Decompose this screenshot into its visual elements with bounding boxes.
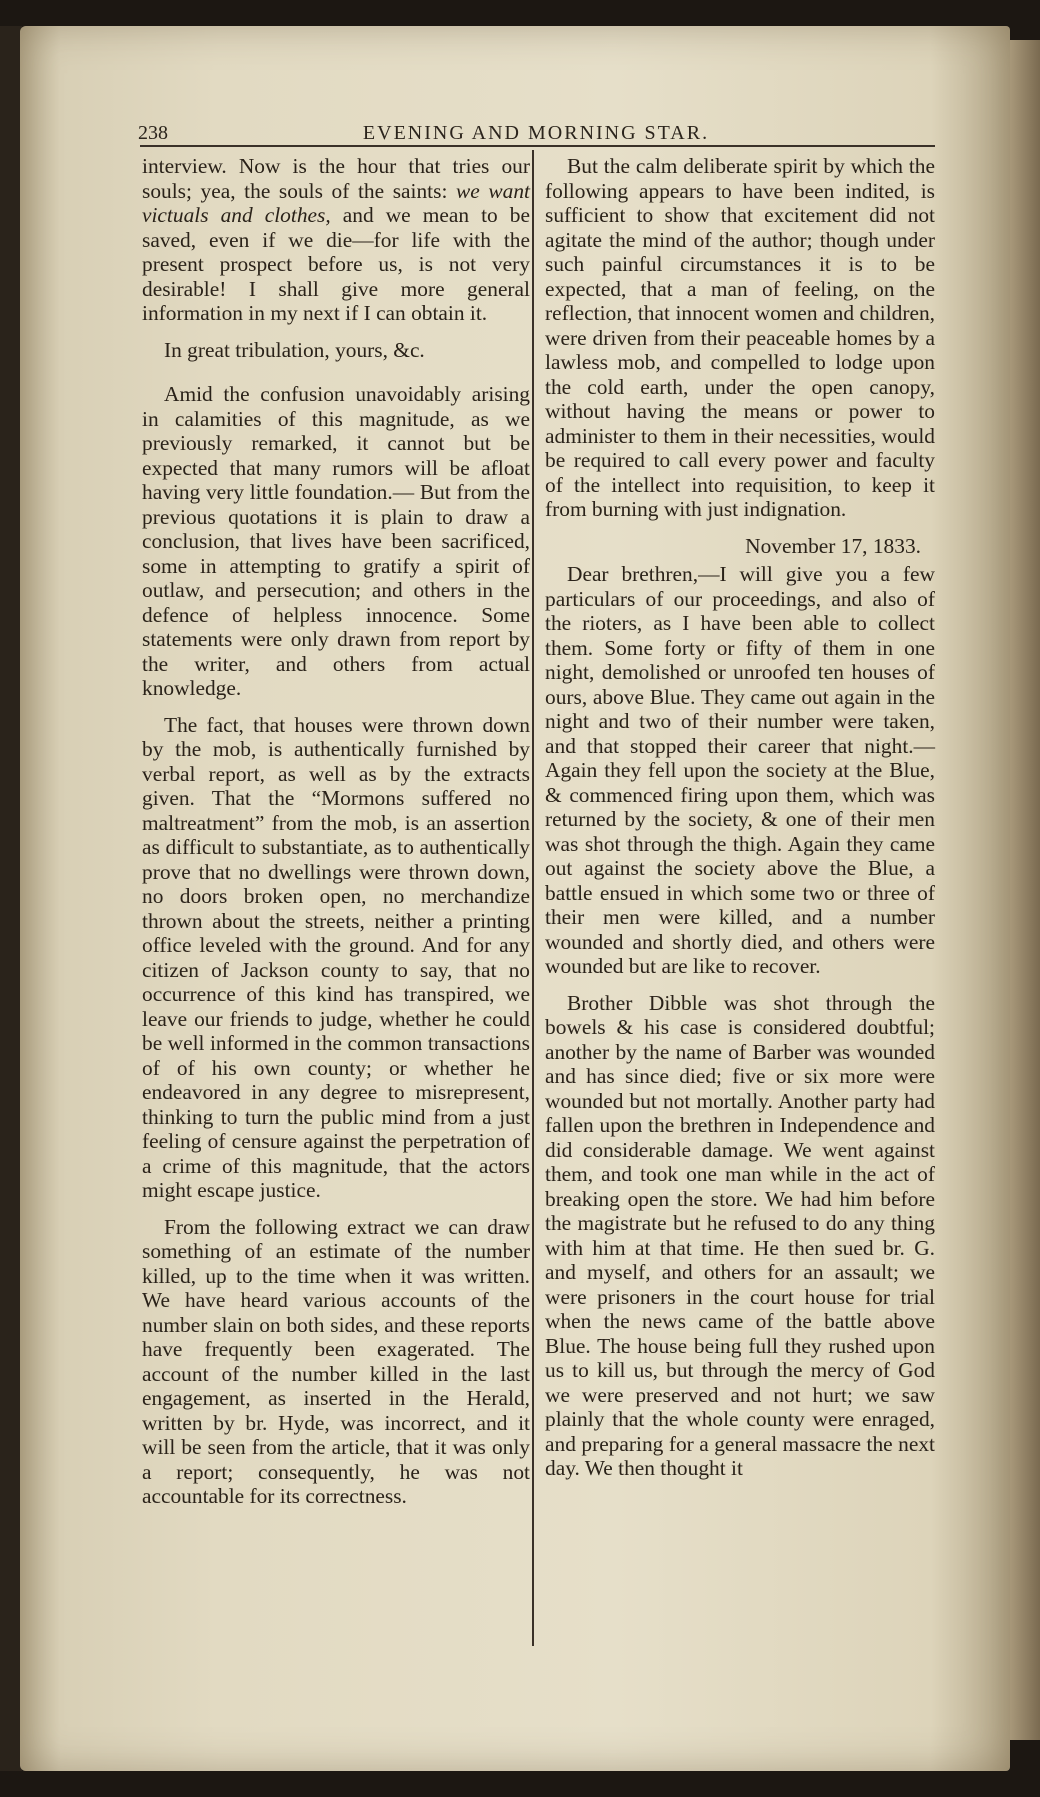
paragraph: Amid the confusion unavoidably arising in calamities of this magnitude, as we previously remarked, it cannot but be expected that many rumors will be afloat having very little foundation.— But from the previous quotations it is plain to draw a conclusion, that lives have been sacrificed, some in attempting to gratify a spirit of outlaw, and persecution; and others in the defence of helpless innocence. Some statements were only drawn from report by the writer, and others from actual knowledge. <box>142 382 530 700</box>
paragraph-text: interview. Now is the hour that tries our souls; yea, the souls of the saints: <box>142 154 530 203</box>
header-rule <box>140 145 935 147</box>
letter-date: November 17, 1833. <box>745 533 921 558</box>
right-column <box>545 154 935 1493</box>
paragraph-text: and we mean to be saved, even if we die—for life with the present prospect before us, is not very desirable! I shall give more general information in my next if I can obtain it. <box>142 203 530 325</box>
emphasis-text: we want victuals and clothes, <box>142 178 530 227</box>
paragraph: Dear brethren,—I will give you a few particulars of our proceedings, and also of the rioters, as I have been able to collect them. Some forty or fifty of them in one night, demolished or unroofed ten houses of ours, above Blue. They came out again in the night and two of their number were taken, and that stopped their career that night.— Again they fell upon the society at the Blue, & commenced firing upon them, which was returned by the society, & one of their men was shot through the thigh. Again they came out against the society above the Blue, a battle ensued in which some two or three of their men were killed, and a number wounded and shortly died, and others were wounded but are like to recover. <box>545 562 935 978</box>
running-title: EVENING AND MORNING STAR. <box>362 122 710 144</box>
paragraph: But the calm deliberate spirit by which the following appears to have been indited, is sufficient to show that excitement did not agitate the mind of the author; though under such painful circumstances it is to be expected, that a man of feeling, on the reflection, that innocent women and children, were driven from their peaceable homes by a lawless mob, and compelled to lodge upon the cold earth, under the open canopy, without having the means or power to administer to them in their necessities, would be required to call every power and faculty of the intellect into requisition, to keep it from burning with just indignation. <box>545 154 935 521</box>
paragraph <box>142 154 530 326</box>
page-edge <box>1010 40 1040 1740</box>
page-number: 238 <box>138 122 168 144</box>
left-column <box>142 154 530 1521</box>
column-rule <box>532 150 534 1646</box>
letter-closing: In great tribulation, yours, &c. <box>164 337 425 362</box>
paragraph: From the following extract we can draw something of an estimate of the number killed, up to the time when it was written. We have heard various accounts of the number slain on both sides, and these reports have frequently been exagerated. The account of the number killed in the last engagement, as inserted in the Herald, written by br. Hyde, was incorrect, and it will be seen from the article, that it was only a report; consequently, he was not accountable for its correctness. <box>142 1214 530 1508</box>
paragraph: The fact, that houses were thrown down by the mob, is authentically furnished by verbal report, as well as by the extracts given. That the “Mormons suffered no maltreatment” from the mob, is an assertion as difficult to substantiate, as to authentically prove that no dwellings were thrown down, no doors broken open, no merchandize thrown about the streets, neither a printing office leveled with the ground. And for any citizen of Jackson county to say, that no occurrence of this kind has transpired, we leave our friends to judge, whether he could be well informed in the common transactions of of his own county; or whether he endeavored in any degree to misrepresent, thinking to turn the public mind from a just feeling of censure against the perpetration of a crime of this magnitude, that the actors might escape justice. <box>142 712 530 1202</box>
paragraph: Brother Dibble was shot through the bowels & his case is considered doubtful; another by the name of Barber was wounded and has since died; five or six more were wounded but not mortally. Another party had fallen upon the brethren in Independence and did considerable damage. We went against them, and took one man while in the act of breaking open the store. We had him before the magistrate but he refused to do any thing with him at that time. He then sued br. G. and myself, and others for an assault; we were prisoners in the court house for trial when the news came of the battle above Blue. The house being full they rushed upon us to kill us, but through the mercy of God we were preserved and not hurt; we saw plainly that the whole county were enraged, and preparing for a general massacre the next day. We then thought it <box>545 990 935 1480</box>
book-spine <box>0 26 22 1771</box>
